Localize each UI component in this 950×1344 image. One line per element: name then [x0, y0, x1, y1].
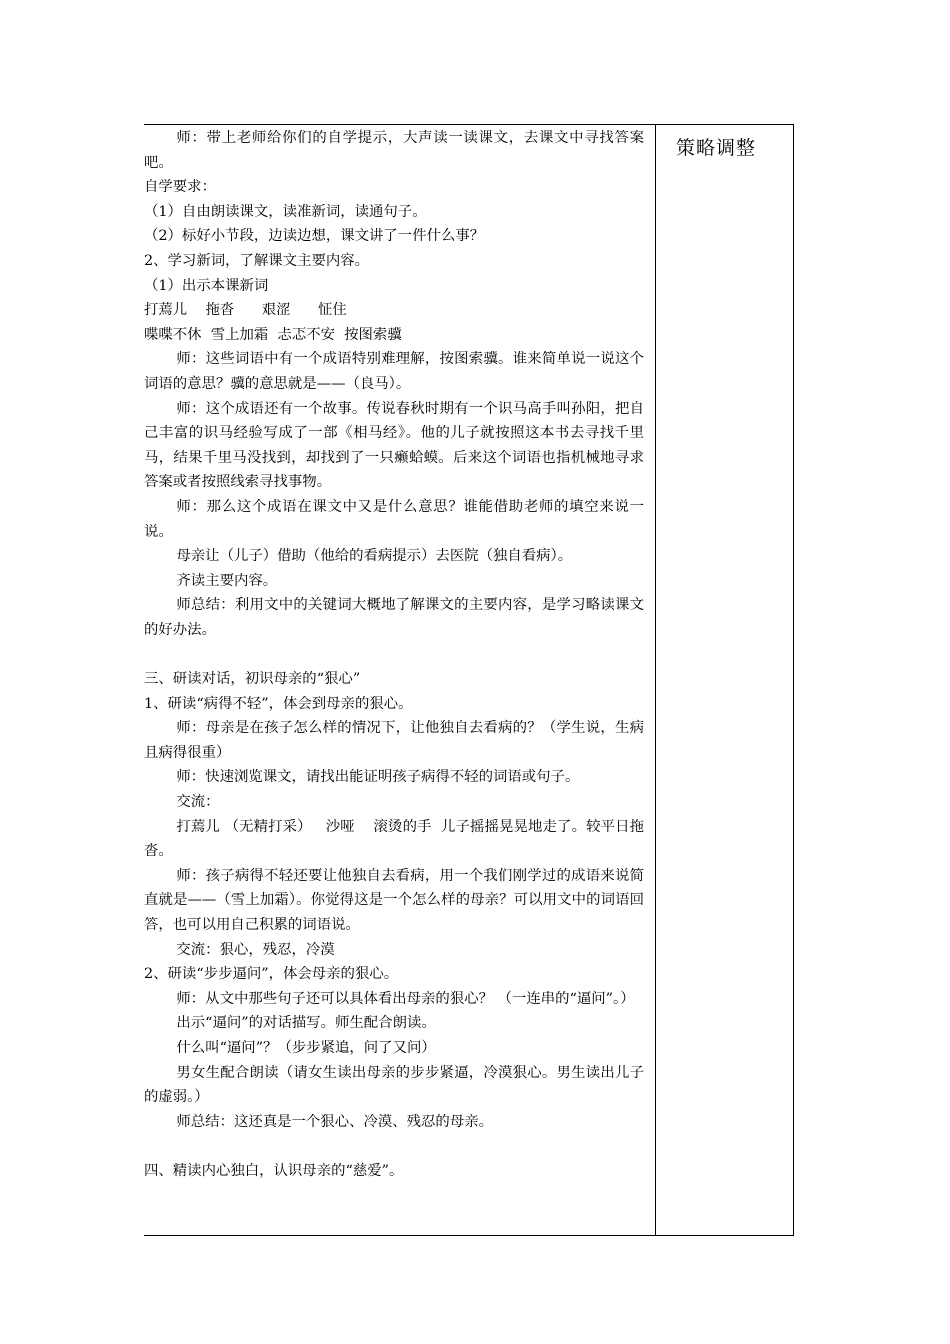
paragraph: 出示“逼问”的对话描写。师生配合朗读。	[176, 1015, 436, 1032]
paragraph: 师总结：利用文中的关键词大概地了解课文的主要内容，是学习略读课文的好办法。	[144, 597, 644, 638]
paragraph: 2、学习新词，了解课文主要内容。	[144, 252, 370, 269]
blank-line	[144, 1134, 644, 1159]
paragraph: 师：这些词语中有一个成语特别难理解，按图索骥。谁来简单说一说这个词语的意思？骥的意思就是——（良马）。	[144, 351, 644, 392]
paragraph: 师总结：这还真是一个狠心、冷漠、残忍的母亲。	[176, 1113, 493, 1130]
paragraph: 师：从文中那些句子还可以具体看出母亲的狠心？ （一连串的“逼问”。）	[176, 990, 635, 1007]
paragraph: 交流：	[176, 794, 220, 811]
lesson-plan-table	[144, 124, 794, 1236]
paragraph: （2）标好小节段，边读边想，课文讲了一件什么事？	[144, 228, 485, 245]
paragraph: 师：那么这个成语在课文中又是什么意思？谁能借助老师的填空来说一说。	[144, 498, 644, 540]
blank-line	[144, 642, 644, 667]
strategy-cell	[656, 125, 793, 1235]
lesson-content	[144, 126, 644, 1184]
paragraph: 师：带上老师给你们的自学提示，大声读一读课文，去课文中寻找答案吧。	[144, 130, 644, 171]
paragraph: 师：母亲是在孩子怎么样的情况下，让他独自去看病的？（学生说，生病且病得很重）	[144, 720, 644, 761]
paragraph: 自学要求：	[144, 179, 216, 196]
paragraph: 喋喋不休 雪上加霜 忐忑不安 按图索骥	[144, 326, 402, 343]
paragraph: 师：快速浏览课文，请找出能证明孩子病得不轻的词语或句子。	[176, 769, 580, 786]
paragraph: 2、研读“步步逼问”，体会母亲的狠心。	[144, 966, 399, 983]
paragraph: 男女生配合朗读（请女生读出母亲的步步紧逼，冷漠狠心。男生读出儿子的虚弱。）	[144, 1064, 644, 1106]
paragraph: 打蔫儿 拖沓 艰涩 怔住	[144, 302, 347, 319]
paragraph: 1、研读“病得不轻”，体会到母亲的狠心。	[144, 695, 413, 712]
paragraph: 三、研读对话，初识母亲的“狠心”	[144, 671, 361, 688]
teaching-process-cell	[144, 125, 656, 1235]
paragraph: 打蔫儿 （无精打采） 沙哑 滚烫的手 儿子摇摇晃晃地走了。较平日拖沓。	[144, 818, 644, 860]
paragraph: （1）出示本课新词	[144, 277, 269, 294]
paragraph: 母亲让（儿子）借助（他给的看病提示）去医院（独自看病）。	[176, 548, 573, 565]
paragraph: 四、精读内心独白，认识母亲的“慈爱”。	[144, 1162, 404, 1179]
paragraph: 齐读主要内容。	[176, 572, 278, 589]
strategy-adjustment-heading: 策略调整	[676, 137, 757, 159]
paragraph: 什么叫“逼问”？（步步紧追，问了又问）	[176, 1039, 436, 1056]
paragraph: 交流：狠心，残忍，冷漠	[176, 941, 335, 958]
paragraph: （1）自由朗读课文，读准新词，读通句子。	[144, 203, 427, 220]
paragraph: 师：这个成语还有一个故事。传说春秋时期有一个识马高手叫孙阳，把自己丰富的识马经验写成了一部《相马经》。他的儿子就按照这本书去寻找千里马，结果千里马没找到，却找到了一只癞蛤蟆。后来这个词语也指机械地寻求答案或者按照线索寻找事物。	[144, 400, 644, 491]
paragraph: 师：孩子病得不轻还要让他独自去看病，用一个我们刚学过的成语来说简直就是——（雪上加霜）。你觉得这是一个怎么样的母亲？可以用文中的词语回答，也可以用自己积累的词语说。	[144, 867, 644, 933]
